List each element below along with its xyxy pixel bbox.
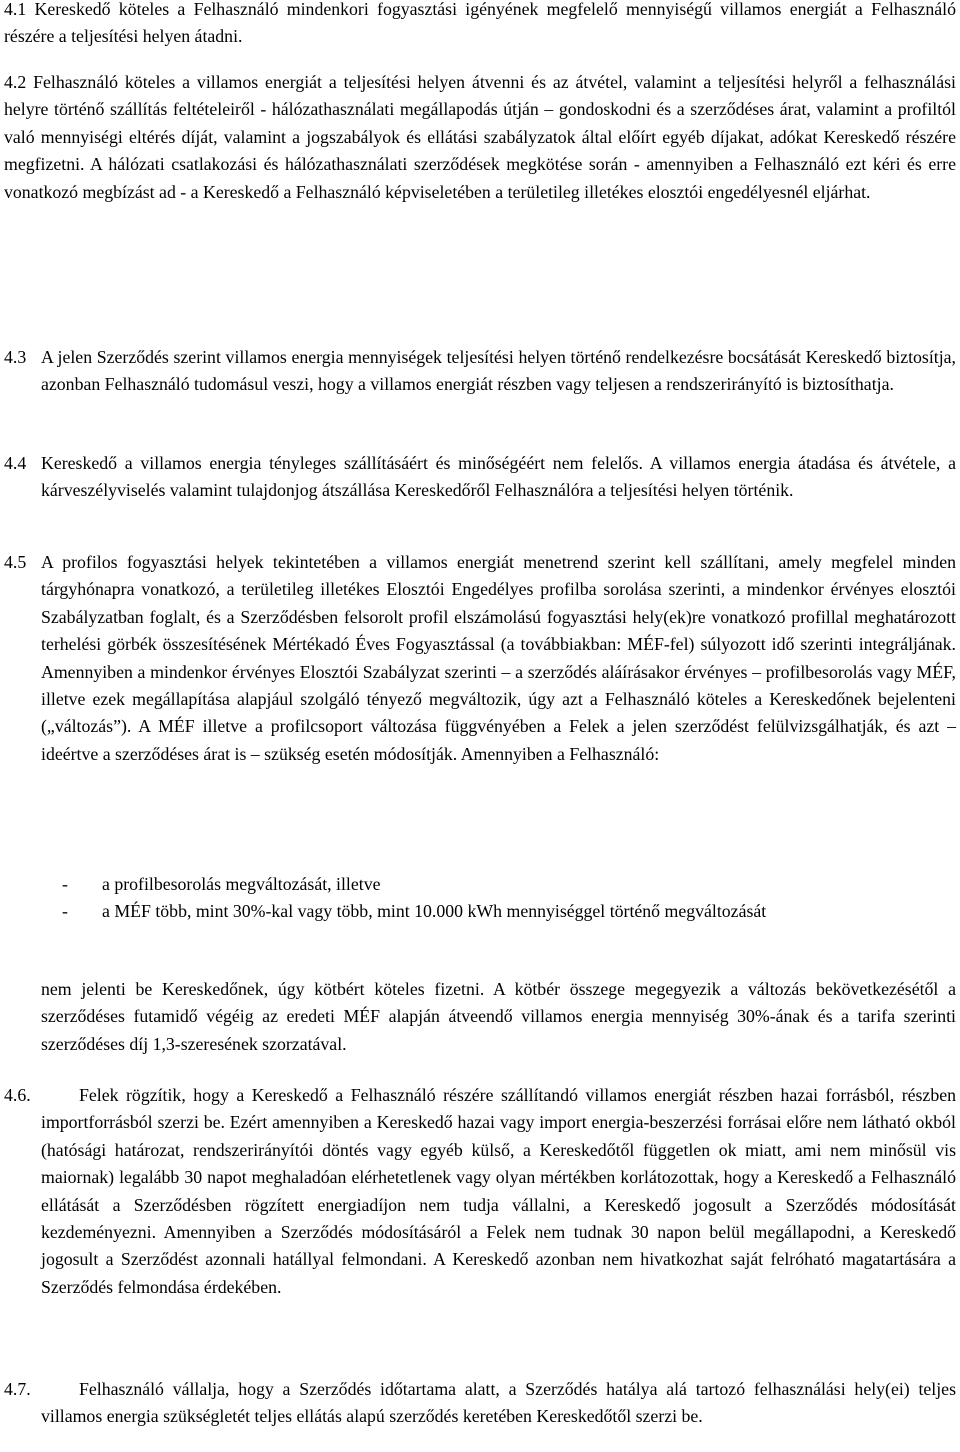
section-text: Felek rögzítik, hogy a Kereskedő a Felhasználó részére szállítandó villamos energiát részben hazai forrásból, részben importforrásból szerzi be. Ezért amennyiben a Kereskedő hazai vagy import energia-beszerzési forrásai előre nem látható okból (hatósági határozat, rendszerirányítói döntés vagy egyéb külső, a Kereskedőtől független ok miatt, ami nem minősül vis maiornak) legalább 30 napot meghaladóan elérhetetlenek vagy olyan mértékben korlátozottak, hogy a Kereskedő a Felhasználó ellátását a Szerződésben rögzített energiadíjon nem tudja vállalni, a Kereskedő jogosult a Szerződés módosítását kezdeményezni. Amennyiben a Szerződés módosításáról a Felek nem tudnak 30 napon belül megállapodni, a Kereskedő jogosult a Szerződést azonnali hatállyal felmondani. A Kereskedő azonban nem hivatkozhat saját felróható magatartására a Szerződés felmondása érdekében. — [41, 1085, 956, 1297]
section-4-4 — [0, 450, 956, 505]
list-item — [62, 898, 955, 954]
section-4-5-closing: nem jelenti be Kereskedőnek, úgy kötbért köteles fizetni. A kötbér összege megegyezik a változás bekövetkezésétől a szerződéses futamidő végéig az eredeti MÉF alapján átveendő villamos energia mennyiség 30%-ának és a tarifa szerinti szerződéses díj 1,3-szeresének szorzatával. — [41, 979, 956, 1054]
section-4-6 — [0, 1082, 956, 1301]
section-number: 4.4 — [4, 453, 27, 473]
section-text: Felhasználó vállalja, hogy a Szerződés időtartama alatt, a Szerződés hatálya alá tartozó felhasználási hely(ei) teljes villamos energia szükségletét teljes ellátás alapú szerződés keretében Kereskedőtől szerzi be. — [41, 1379, 956, 1427]
list-dash: - — [62, 901, 68, 921]
section-text: A profilos fogyasztási helyek tekintetében a villamos energiát menetrend szerint kell szállítani, amely megfelel minden tárgyhónapra vonatkozó, a területileg illetékes Elosztói Engedélyes profilba sorolása szerinti, a mindenkor érvényes elosztói Szabályzatban foglalt, és a Szerződésben felsorolt profil elszámolású fogyasztási hely(ek)re vonatkozó profillal meghatározott terhelési görbék összesítésének Mértékadó Éves Fogyasztással (a továbbiakban: MÉF-fel) súlyozott idő szerinti integráljának. Amennyiben a mindenkor érvényes Elosztói Szabályzat szerinti – a szerződés aláírásakor érvényes – profilbesorolás vagy MÉF, illetve ezek megállapítása alapjául szolgáló tényező megváltozik, úgy azt a Felhasználó köteles a Kereskedőnek bejelenteni („változás”). A MÉF illetve a profilcsoport változása függvényében a Felek a jelen szerződést felülvizsgálhatják, és azt – ideértve a szerződéses árat is – szükség esetén módosítják. Amennyiben a Felhasználó: — [41, 552, 956, 764]
list-item-text: a MÉF több, mint 30%-kal vagy több, mint 10.000 kWh mennyiséggel történő megváltozását — [102, 901, 767, 921]
section-text: A jelen Szerződés szerint villamos energia mennyiségek teljesítési helyen történő rendelkezésre bocsátását Kereskedő biztosítja, azonban Felhasználó tudomásul veszi, hogy a villamos energiát részben vagy teljesen a rendszerirányító is biztosíthatja. — [41, 347, 956, 395]
section-number: 4.6. — [4, 1085, 31, 1105]
list-item — [62, 871, 955, 898]
section-4-2: 4.2 Felhasználó köteles a villamos energiát a teljesítési helyen átvenni és az átvétel, valamint a teljesítési helyről a felhasználási helyre történő szállítás feltételeiről - hálózathasználati megállapodás útján – gondoskodni és a szerződéses árat, valamint a profiltól való mennyiségi eltérés díját, valamint a jogszabályok és ellátási szabályzatok által előírt egyéb díjakat, adókat Kereskedő részére megfizetni. A hálózati csatlakozási és hálózathasználati szerződések megkötése során - amennyiben a Felhasználó ezt kéri és erre vonatkozó megbízást ad - a Kereskedő a Felhasználó képviseletében a területileg illetékes elosztói engedélyesnél eljárhat. — [4, 72, 956, 202]
section-number: 4.3 — [4, 347, 27, 367]
section-number: 4.5 — [4, 552, 27, 572]
section-4-3 — [0, 344, 956, 399]
section-4-1: 4.1 Kereskedő köteles a Felhasználó mindenkori fogyasztási igényének megfelelő mennyiségű villamos energiát a Felhasználó részére a teljesítési helyen átadni. — [4, 0, 956, 47]
list-item-text: a profilbesorolás megváltozását, illetve — [102, 874, 381, 894]
section-4-7 — [0, 1376, 956, 1431]
section-4-5 — [0, 549, 956, 768]
section-text: Kereskedő a villamos energia tényleges szállításáért és minőségéért nem felelős. A villamos energia átadása és átvétele, a kárveszélyviselés valamint tulajdonjog átszállása Kereskedőről Felhasználóra a teljesítési helyen történik. — [41, 453, 956, 501]
section-number: 4.7. — [4, 1379, 31, 1399]
list-dash: - — [62, 874, 68, 894]
